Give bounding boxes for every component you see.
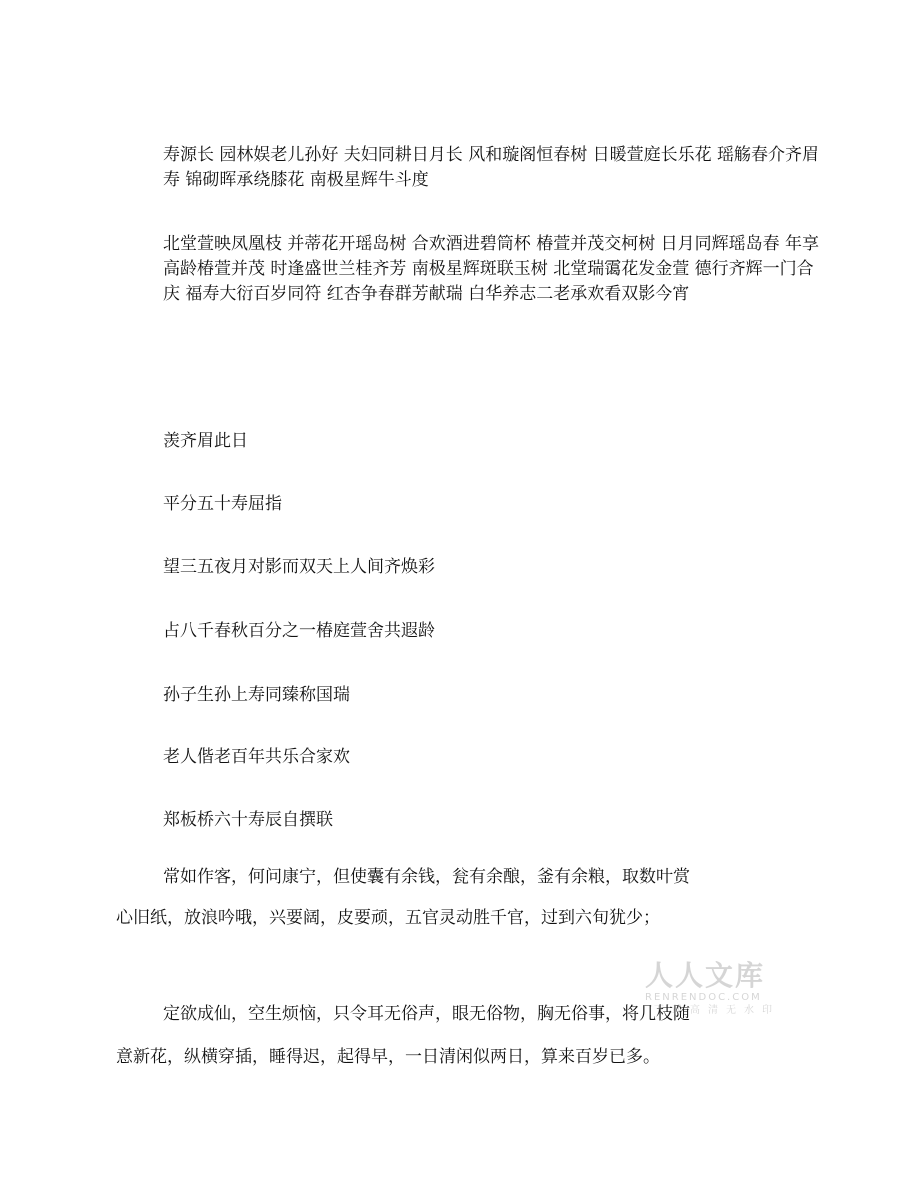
text-line: 老人偕老百年共乐合家欢 <box>163 747 350 767</box>
watermark-note: 下载高清无水印 <box>654 1005 780 1016</box>
couplet-2-line-1: 定欲成仙，空生烦恼，只令耳无俗声，眼无俗物，胸无俗事，将几枝随 <box>163 1004 690 1024</box>
text-line: 羡齐眉此日 <box>163 431 248 451</box>
text-line: 平分五十寿屈指 <box>163 494 282 514</box>
watermark <box>645 960 780 1018</box>
text-line: 孙子生孙上寿同臻称国瑞 <box>163 685 350 705</box>
paragraph-1: 寿源长 园林娱老儿孙好 夫妇同耕日月长 风和璇阁恒春树 日暖萱庭长乐花 瑶觞春介齐眉寿 锦砌晖承绕膝花 南极星辉牛斗度 <box>163 145 820 190</box>
watermark-title: 人人文库 <box>645 959 766 992</box>
text-line: 望三五夜月对影而双天上人间齐焕彩 <box>163 557 435 577</box>
couplet-2-line-2: 意新花，纵横穿插，睡得迟，起得早，一日清闲似两日，算来百岁已多。 <box>116 1047 660 1067</box>
couplet-1-line-2: 心旧纸，放浪吟哦，兴要阔，皮要顽，五官灵动胜千官，过到六旬犹少； <box>116 908 660 928</box>
watermark-domain: RENRENDOC.COM <box>645 992 762 1003</box>
text-line: 占八千春秋百分之一椿庭萱舍共遐龄 <box>163 621 435 641</box>
text-line: 郑板桥六十寿辰自撰联 <box>163 810 333 830</box>
couplet-1-line-1: 常如作客，何问康宁，但使囊有余钱，瓮有余酿，釜有余粮，取数叶赏 <box>163 867 690 887</box>
paragraph-2: 北堂萱映凤凰枝 并蒂花开瑶岛树 合欢酒进碧筒杯 椿萱并茂交柯树 日月同辉瑶岛春 年享高龄椿萱并茂 时逢盛世兰桂齐芳 南极星辉斑联玉树 北堂瑞霭花发金萱 德行齐辉一门合庆 福寿大衍百岁同符 红杏争春群芳献瑞 白华养志二老承欢看双影今宵 <box>163 234 820 304</box>
